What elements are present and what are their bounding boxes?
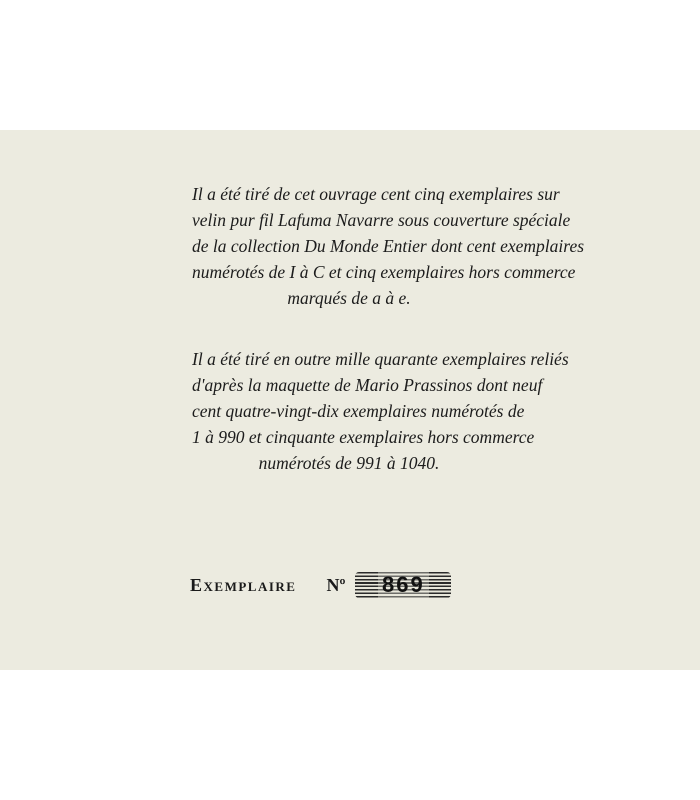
copy-number-stamp — [355, 572, 451, 598]
print-run-paragraph-1 — [192, 181, 585, 311]
number-sign: Nº — [326, 574, 346, 595]
paragraph-line: 1 à 990 et cinquante exemplaires hors commerce — [192, 427, 535, 447]
paragraph-line: Il a été tiré de cet ouvrage cent cinq exemplaires sur — [192, 184, 560, 204]
paragraph-line: velin pur fil Lafuma Navarre sous couverture spéciale — [192, 210, 571, 230]
copy-label: Exemplaire — [190, 574, 297, 595]
print-run-paragraph-2 — [192, 346, 569, 476]
paragraph-line: de la collection Du Monde Entier dont cent exemplaires — [192, 236, 585, 256]
copy-number: 869 — [378, 572, 429, 598]
colophon-page — [0, 130, 700, 670]
paragraph-line: Il a été tiré en outre mille quarante exemplaires reliés — [192, 349, 569, 369]
paragraph-line: cent quatre-vingt-dix exemplaires numérotés de — [192, 401, 525, 421]
paragraph-line: d'après la maquette de Mario Prassinos dont neuf — [192, 375, 543, 395]
paragraph-line: numérotés de I à C et cinq exemplaires hors commerce — [192, 262, 576, 282]
paragraph-line: numérotés de 991 à 1040. — [258, 453, 440, 473]
paragraph-line: marqués de a à e. — [287, 288, 411, 308]
copy-number-line — [190, 572, 451, 598]
